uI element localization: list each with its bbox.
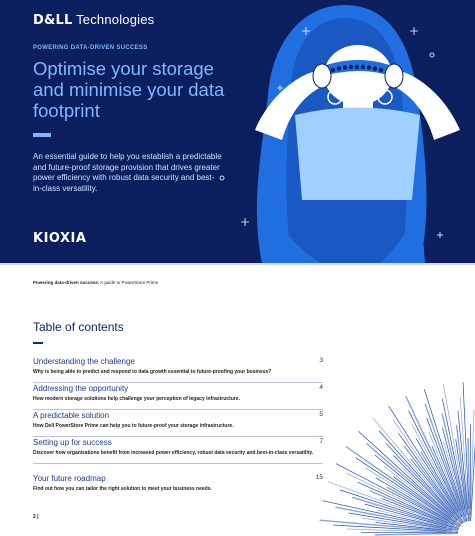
toc-entry[interactable]: [33, 474, 323, 493]
toc-entry[interactable]: [33, 411, 323, 437]
burst-ray: [471, 396, 475, 521]
toc-entry-page: 15: [315, 474, 323, 481]
cover-intro: An essential guide to help you establish a predictable and future-proof storage provision that drives greater power efficiency with robust data security and best-in-class versatility.: [33, 152, 222, 193]
page-number: 2 |: [33, 514, 39, 520]
toc-title: Table of contents: [33, 320, 124, 334]
burst-ray: [361, 532, 452, 533]
cover-headline: Optimise your storage and minimise your data footprint: [33, 58, 225, 121]
toc-entry[interactable]: [33, 384, 323, 410]
toc-entry-page: 4: [319, 384, 323, 391]
toc-entry-title[interactable]: Your future roadmap: [33, 474, 106, 483]
toc-rule: [33, 409, 323, 410]
toc-entry-title[interactable]: A predictable solution: [33, 411, 110, 420]
toc-entry-title[interactable]: Addressing the opportunity: [33, 384, 129, 393]
toc-entry-desc: Why is being able to predict and respond to data growth essential to future-proofing your business?: [33, 369, 272, 375]
running-header: [33, 280, 158, 285]
toc-entry-page: 3: [319, 357, 323, 364]
woman-illustration: [0, 0, 475, 263]
toc-rule: [33, 463, 323, 464]
logo-brand: D&LL: [33, 13, 73, 28]
running-header-rest: A guide to PowerStore Prime: [100, 280, 159, 285]
cover-kicker: POWERING DATA-DRIVEN SUCCESS: [33, 45, 148, 51]
burst-ray: [470, 424, 471, 515]
toc-entry-desc: How modern storage solutions help challenge your perception of legacy infrastructure.: [33, 396, 240, 402]
logo-tech: Technologies: [76, 12, 155, 27]
toc-rule: [33, 382, 323, 383]
toc-entry-title[interactable]: Understanding the challenge: [33, 357, 135, 366]
toc-entry-title[interactable]: Setting up for success: [33, 438, 112, 447]
burst-ray: [346, 447, 460, 526]
toc-entry-desc: How Dell PowerStore Prime can help you to future-proof your storage infrastructure.: [33, 423, 234, 429]
accent-bar: [33, 133, 51, 137]
toc-entry[interactable]: [33, 357, 323, 383]
toc-page: [0, 265, 475, 536]
burst-ray: [375, 533, 458, 535]
toc-rule: [33, 436, 323, 437]
toc-entry-page: 5: [319, 411, 323, 418]
running-header-bold: Powering data-driven success:: [33, 280, 100, 285]
toc-entry[interactable]: [33, 438, 323, 464]
toc-entry-desc: Find out how you can tailor the right solution to meet your business needs.: [33, 486, 212, 492]
toc-entry-desc: Discover how organizations benefit from increased power efficiency, robust data security and best-in-class versatility.: [33, 450, 314, 456]
toc-entry-page: 7: [319, 438, 323, 445]
dell-technologies-logo: [33, 12, 154, 28]
toc-title-bar: [33, 342, 43, 344]
cover-page: [0, 0, 475, 263]
kioxia-logo: KIOXIA: [33, 231, 87, 246]
